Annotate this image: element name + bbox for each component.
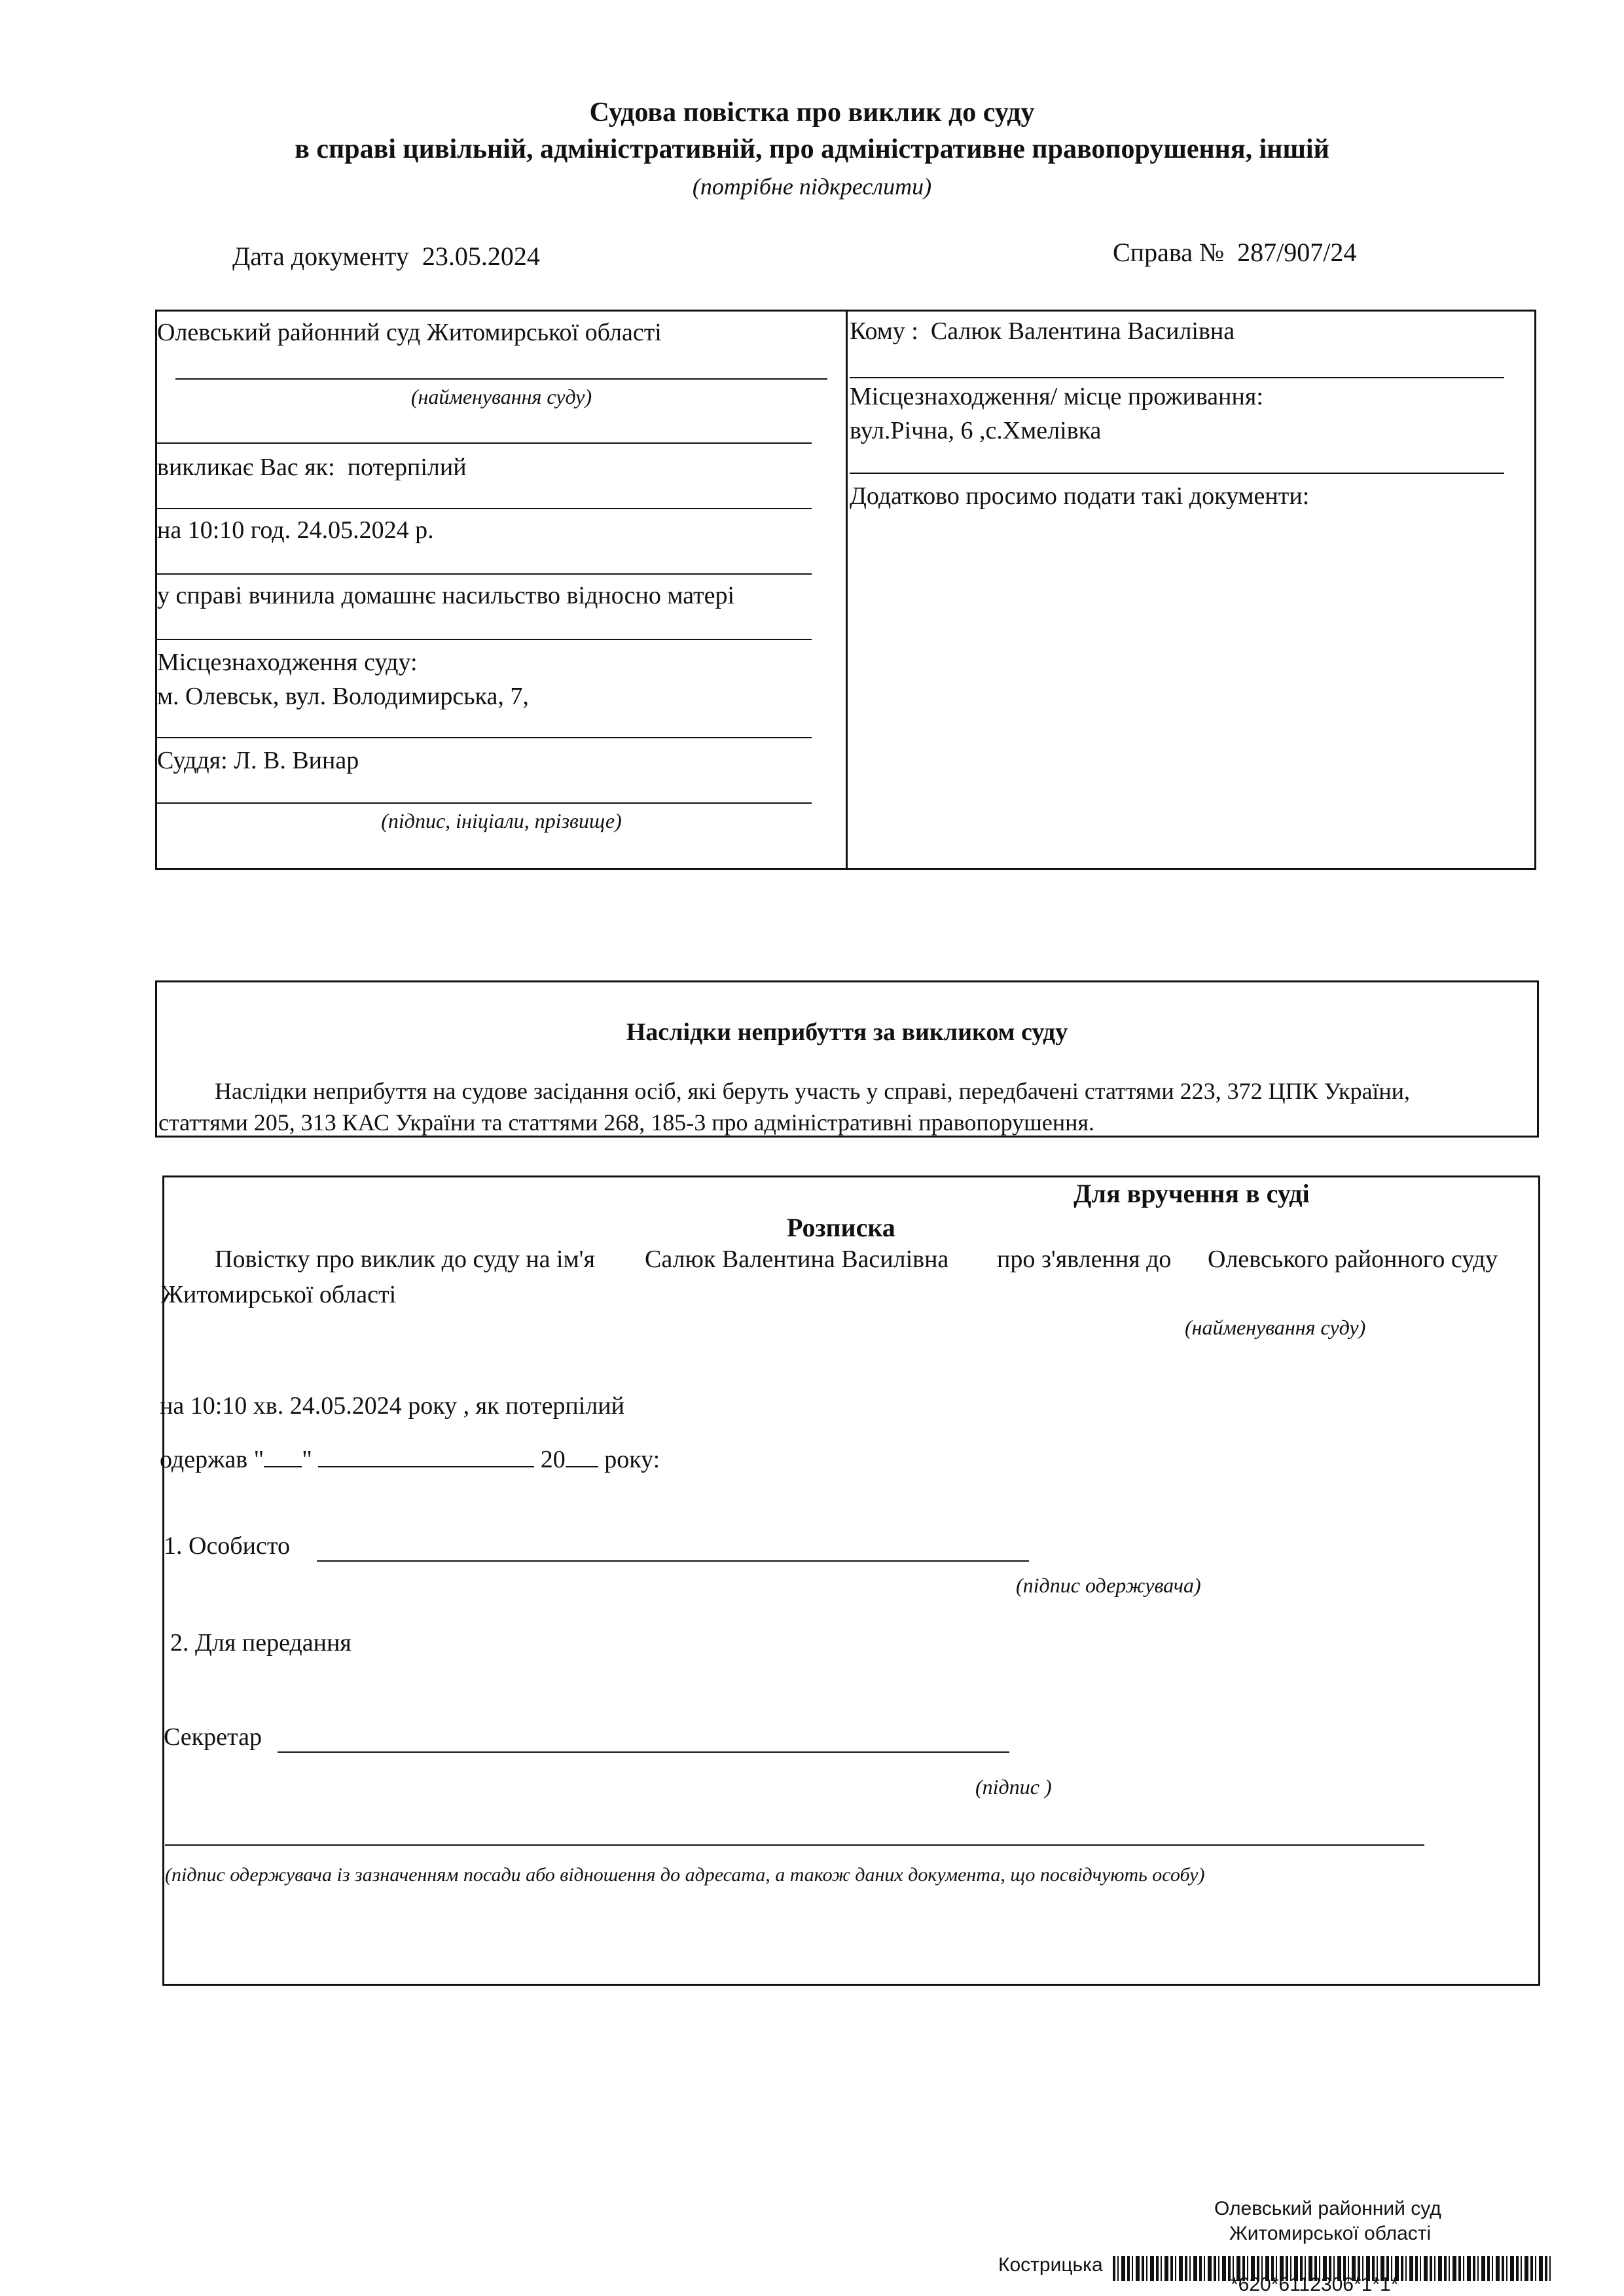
document-subtitle: (потрібне підкреслити) <box>692 173 932 200</box>
judge-caption: (підпис, ініціали, прізвище) <box>381 809 622 833</box>
court-name-caption: (найменування суду) <box>410 385 592 408</box>
recipient-details-line[interactable] <box>165 1844 1424 1846</box>
receipt-text-mid: про з'явлення до <box>997 1246 1172 1273</box>
case-number <box>1113 237 1356 268</box>
personally-signature-line[interactable] <box>317 1560 1029 1562</box>
received-suffix: року: <box>604 1446 660 1473</box>
receipt-court-line1: Олевського районного суду <box>1208 1246 1498 1273</box>
consequences-heading: Наслідки неприбуття за викликом суду <box>626 1018 1068 1046</box>
receipt-name: Салюк Валентина Василівна <box>645 1246 949 1273</box>
secretary-signature-caption: (підпис ) <box>975 1775 1052 1799</box>
secretary-label: Секретар <box>164 1723 262 1751</box>
court-location-label: Місцезнаходження суду: <box>157 649 418 676</box>
court-name: Олевський районний суд Житомирської області <box>157 319 662 346</box>
recipient-signature-caption: (підпис одержувача) <box>1016 1573 1201 1597</box>
recipient-location-label: Місцезнаходження/ місце проживання: <box>850 383 1263 410</box>
document-title-line2: в справі цивільній, адміністративній, про адміністративне правопорушення, іншій <box>295 134 1329 164</box>
received-quote-close: " <box>302 1446 312 1473</box>
receipt-time-line: на 10:10 хв. 24.05.2024 року , як потерпілий <box>160 1392 624 1420</box>
case-number-label: Справа № <box>1113 238 1225 267</box>
received-date <box>160 1445 660 1474</box>
stamp-court-line1: Олевський районний суд <box>1214 2198 1441 2219</box>
case-number-value: 287/907/24 <box>1237 238 1357 267</box>
stamp-court-line2: Житомирської області <box>1229 2223 1432 2244</box>
for-transfer-label: 2. Для передання <box>170 1629 352 1657</box>
recipient-name: Салюк Валентина Василівна <box>930 317 1235 345</box>
case-subject: у справі вчинила домашнє насильство відносно матері <box>157 582 735 609</box>
summons-divider <box>846 310 848 870</box>
received-year-blank[interactable] <box>566 1466 598 1467</box>
for-court-label: Для вручення в суді <box>1074 1179 1310 1208</box>
received-prefix: одержав " <box>160 1446 264 1473</box>
receipt-text-prefix: Повістку про виклик до суду на ім'я <box>215 1246 595 1273</box>
document-date-value: 23.05.2024 <box>422 242 540 271</box>
receipt-court-line2: Житомирської області <box>161 1281 397 1308</box>
received-day-blank[interactable] <box>264 1466 302 1467</box>
hearing-time: на 10:10 год. 24.05.2024 р. <box>157 516 434 544</box>
recipient-location-value: вул.Річна, 6 ,с.Хмелівка <box>850 417 1102 444</box>
receipt-court-caption: (найменування суду) <box>1185 1316 1366 1339</box>
document-title-line1: Судова повістка про виклик до суду <box>589 98 1035 128</box>
extra-documents-label: Додатково просимо подати такі документи: <box>850 482 1310 510</box>
barcode-text: *620*6112306*1*1* <box>1231 2274 1399 2295</box>
court-location-value: м. Олевськ, вул. Володимирська, 7, <box>157 683 529 710</box>
calls-as-value: потерпілий <box>347 454 467 481</box>
judge: Суддя: Л. В. Винар <box>157 747 359 774</box>
recipient-label: Кому : <box>850 317 918 345</box>
received-year-prefix: 20 <box>540 1446 566 1473</box>
calls-as <box>157 453 467 482</box>
consequences-text-line1: Наслідки неприбуття на судове засідання осіб, які беруть участь у справі, передбачені статтями 223, 372 ЦПК України, <box>215 1078 1410 1104</box>
stamp-clerk: Кострицька <box>998 2254 1103 2276</box>
document-date-label: Дата документу <box>232 242 409 271</box>
received-month-blank[interactable] <box>318 1466 534 1467</box>
document-date <box>232 241 540 272</box>
consequences-text-line2: статтями 205, 313 КАС України та статтями 268, 185-3 про адміністративні правопорушення. <box>158 1109 1094 1136</box>
secretary-signature-line[interactable] <box>278 1751 1009 1753</box>
receipt-heading: Розписка <box>787 1213 895 1242</box>
calls-as-label: викликає Вас як: <box>157 454 335 481</box>
personally-label: 1. Особисто <box>164 1532 290 1560</box>
receipt-footer-caption: (підпис одержувача із зазначенням посади або відношення до адресата, а також даних документа, що посвідчують особу) <box>165 1864 1205 1886</box>
recipient <box>850 317 1235 346</box>
